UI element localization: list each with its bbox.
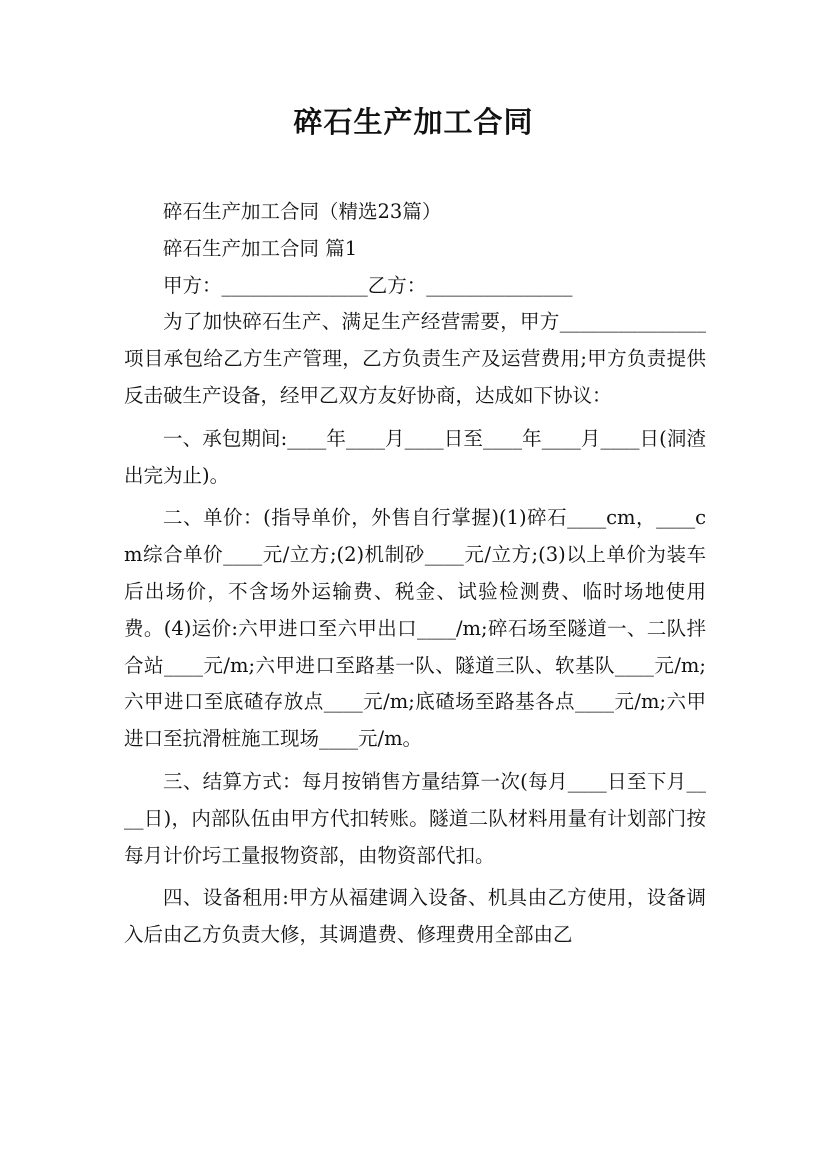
paragraph-clause-4: 四、设备租用:甲方从福建调入设备、机具由乙方使用，设备调入后由乙方负责大修，其调遣费、修理费用全部由乙 bbox=[124, 886, 706, 947]
paragraph-parties: 甲方：_______________乙方：_______________ bbox=[163, 273, 573, 297]
document-title: 碎石生产加工合同 bbox=[293, 105, 534, 139]
paragraph-clause-3: 三、结算方式：每月按销售方量结算一次(每月____日至下月____日)，内部队伍由甲方代扣转账。隧道二队材料用量有计划部门按每月计价圬工量报物资部，由物资部代扣。 bbox=[124, 769, 706, 867]
paragraph-subtitle: 碎石生产加工合同（精选23篇） bbox=[163, 200, 442, 223]
paragraph-section-heading: 碎石生产加工合同 篇1 bbox=[163, 236, 358, 260]
paragraph-preamble: 为了加快碎石生产、满足生产经营需要，甲方_______________项目承包给乙方生产管理，乙方负责生产及运营费用;甲方负责提供反击破生产设备，经甲乙双方友好协商，达成如下协议： bbox=[124, 310, 706, 407]
paragraph-clause-1: 一、承包期间:____年____月____日至____年____月____日(洞渣出完为止)。 bbox=[124, 426, 706, 487]
paragraph-clause-2: 二、单价：(指导单价，外售自行掌握)(1)碎石____cm，____cm综合单价____元/立方;(2)机制砂____元/立方;(3)以上单价为装车后出场价，不含场外运输费、税金、试验检测费、临时场地使用费。(4)运价:六甲进口至六甲出口____/m;碎石场至隧道一、二队拌合站____元/m;六甲进口至路基一队、隧道三队、软基队____元/m;六甲进口至底碴存放点____元/m;底碴场至路基各点____元/m;六甲进口至抗滑桩施工现场____元/m。 bbox=[124, 506, 706, 751]
document-body bbox=[124, 194, 706, 954]
